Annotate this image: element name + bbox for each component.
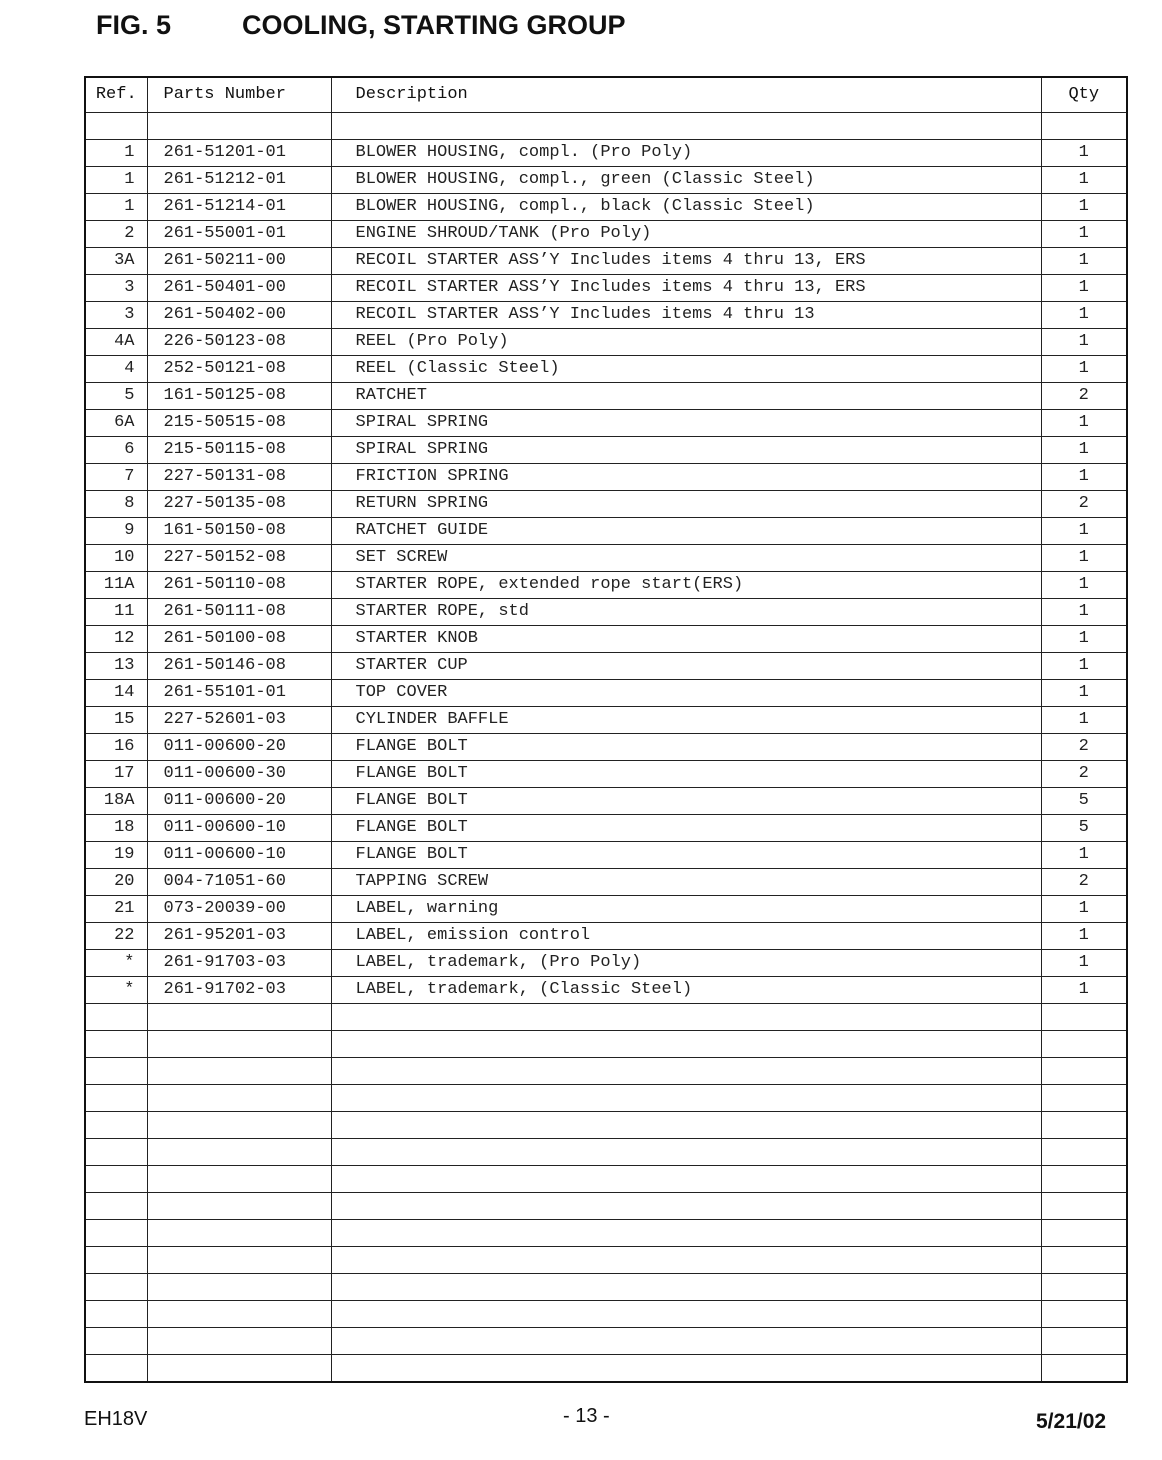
cell-qty: [1041, 1031, 1127, 1058]
page-number: - 13 -: [563, 1405, 610, 1427]
cell-description: SPIRAL SPRING: [331, 437, 1041, 464]
cell-part-number: 215-50515-08: [147, 410, 331, 437]
cell-ref: 11: [85, 599, 147, 626]
cell-description: [331, 1301, 1041, 1328]
cell-qty: 1: [1041, 167, 1127, 194]
cell-ref: 15: [85, 707, 147, 734]
cell-part-number: 227-50131-08: [147, 464, 331, 491]
table-row: [85, 1085, 1127, 1112]
table-row: [85, 599, 1127, 626]
parts-table: [84, 76, 1128, 1383]
cell-description: TOP COVER: [331, 680, 1041, 707]
cell-ref: [85, 1031, 147, 1058]
table-row: [85, 113, 1127, 140]
table-row: [85, 1220, 1127, 1247]
page-title: [96, 10, 626, 41]
cell-ref: 21: [85, 896, 147, 923]
cell-description: RETURN SPRING: [331, 491, 1041, 518]
cell-part-number: 261-50402-00: [147, 302, 331, 329]
col-header-ref: Ref.: [85, 77, 147, 113]
table-row: [85, 680, 1127, 707]
cell-part-number: [147, 1031, 331, 1058]
cell-part-number: [147, 1085, 331, 1112]
cell-qty: [1041, 1112, 1127, 1139]
table-row: [85, 869, 1127, 896]
cell-part-number: 261-95201-03: [147, 923, 331, 950]
table-row: [85, 383, 1127, 410]
cell-ref: 14: [85, 680, 147, 707]
cell-ref: 6A: [85, 410, 147, 437]
cell-qty: [1041, 1004, 1127, 1031]
cell-ref: [85, 1004, 147, 1031]
table-row: [85, 140, 1127, 167]
cell-part-number: 261-55001-01: [147, 221, 331, 248]
cell-part-number: [147, 1301, 331, 1328]
cell-qty: [1041, 1328, 1127, 1355]
cell-qty: 5: [1041, 788, 1127, 815]
table-row: [85, 1355, 1127, 1383]
cell-ref: 3: [85, 302, 147, 329]
cell-qty: 1: [1041, 464, 1127, 491]
table-row: [85, 1004, 1127, 1031]
parts-table-body: [85, 113, 1127, 1383]
cell-description: [331, 1328, 1041, 1355]
cell-qty: 1: [1041, 923, 1127, 950]
table-row: [85, 464, 1127, 491]
cell-qty: [1041, 1139, 1127, 1166]
cell-ref: 20: [85, 869, 147, 896]
cell-description: FLANGE BOLT: [331, 734, 1041, 761]
cell-description: LABEL, trademark, (Classic Steel): [331, 977, 1041, 1004]
cell-description: FLANGE BOLT: [331, 815, 1041, 842]
cell-qty: 2: [1041, 734, 1127, 761]
cell-part-number: 161-50150-08: [147, 518, 331, 545]
table-row: [85, 221, 1127, 248]
cell-ref: 4A: [85, 329, 147, 356]
cell-description: REEL (Pro Poly): [331, 329, 1041, 356]
table-row: [85, 734, 1127, 761]
cell-part-number: [147, 1112, 331, 1139]
cell-part-number: [147, 1193, 331, 1220]
table-row: [85, 896, 1127, 923]
cell-ref: 8: [85, 491, 147, 518]
cell-description: [331, 1166, 1041, 1193]
cell-part-number: 261-51201-01: [147, 140, 331, 167]
cell-part-number: [147, 113, 331, 140]
cell-ref: 2: [85, 221, 147, 248]
table-row: [85, 1058, 1127, 1085]
cell-ref: 3: [85, 275, 147, 302]
table-row: [85, 275, 1127, 302]
cell-description: RECOIL STARTER ASS’Y Includes items 4 thru 13, ERS: [331, 248, 1041, 275]
cell-description: REEL (Classic Steel): [331, 356, 1041, 383]
cell-description: [331, 113, 1041, 140]
cell-qty: 1: [1041, 437, 1127, 464]
cell-description: STARTER CUP: [331, 653, 1041, 680]
cell-description: LABEL, trademark, (Pro Poly): [331, 950, 1041, 977]
table-row: [85, 1301, 1127, 1328]
cell-part-number: 073-20039-00: [147, 896, 331, 923]
cell-part-number: 261-50146-08: [147, 653, 331, 680]
cell-part-number: [147, 1004, 331, 1031]
table-row: [85, 1328, 1127, 1355]
table-row: [85, 1274, 1127, 1301]
table-row: [85, 194, 1127, 221]
cell-qty: 2: [1041, 869, 1127, 896]
cell-ref: 1: [85, 167, 147, 194]
table-row: [85, 1031, 1127, 1058]
cell-qty: 1: [1041, 545, 1127, 572]
table-row: [85, 1139, 1127, 1166]
table-row: [85, 626, 1127, 653]
table-row: [85, 545, 1127, 572]
cell-qty: [1041, 113, 1127, 140]
cell-qty: 1: [1041, 653, 1127, 680]
cell-description: [331, 1220, 1041, 1247]
cell-description: [331, 1247, 1041, 1274]
table-row: [85, 248, 1127, 275]
cell-qty: 5: [1041, 815, 1127, 842]
cell-qty: 1: [1041, 896, 1127, 923]
cell-ref: [85, 1112, 147, 1139]
cell-description: RATCHET: [331, 383, 1041, 410]
table-row: [85, 410, 1127, 437]
cell-part-number: 161-50125-08: [147, 383, 331, 410]
cell-description: [331, 1193, 1041, 1220]
table-row: [85, 815, 1127, 842]
cell-ref: [85, 1139, 147, 1166]
cell-qty: 1: [1041, 572, 1127, 599]
cell-ref: [85, 1328, 147, 1355]
cell-part-number: 261-91702-03: [147, 977, 331, 1004]
cell-qty: 1: [1041, 221, 1127, 248]
table-row: [85, 302, 1127, 329]
table-row: [85, 842, 1127, 869]
table-row: [85, 572, 1127, 599]
cell-part-number: [147, 1355, 331, 1383]
cell-description: FLANGE BOLT: [331, 842, 1041, 869]
cell-ref: [85, 1355, 147, 1383]
col-header-description: Description: [331, 77, 1041, 113]
cell-ref: 7: [85, 464, 147, 491]
cell-ref: [85, 113, 147, 140]
table-row: [85, 356, 1127, 383]
table-row: [85, 923, 1127, 950]
cell-description: FLANGE BOLT: [331, 788, 1041, 815]
cell-part-number: 261-50111-08: [147, 599, 331, 626]
cell-description: [331, 1085, 1041, 1112]
cell-qty: 1: [1041, 950, 1127, 977]
cell-qty: [1041, 1247, 1127, 1274]
table-row: [85, 653, 1127, 680]
cell-qty: 2: [1041, 491, 1127, 518]
cell-ref: [85, 1193, 147, 1220]
table-row: [85, 1193, 1127, 1220]
cell-qty: 1: [1041, 977, 1127, 1004]
cell-part-number: 261-50401-00: [147, 275, 331, 302]
cell-ref: 18: [85, 815, 147, 842]
cell-qty: 1: [1041, 410, 1127, 437]
cell-description: RATCHET GUIDE: [331, 518, 1041, 545]
table-row: [85, 707, 1127, 734]
cell-ref: 5: [85, 383, 147, 410]
cell-part-number: 261-50100-08: [147, 626, 331, 653]
cell-ref: [85, 1247, 147, 1274]
cell-qty: 1: [1041, 356, 1127, 383]
cell-qty: 1: [1041, 842, 1127, 869]
table-row: [85, 1166, 1127, 1193]
cell-part-number: 227-50152-08: [147, 545, 331, 572]
table-header-row: [85, 77, 1127, 113]
cell-description: SET SCREW: [331, 545, 1041, 572]
cell-ref: [85, 1220, 147, 1247]
cell-part-number: [147, 1139, 331, 1166]
cell-qty: 2: [1041, 383, 1127, 410]
cell-description: RECOIL STARTER ASS’Y Includes items 4 thru 13, ERS: [331, 275, 1041, 302]
cell-part-number: 226-50123-08: [147, 329, 331, 356]
cell-qty: 1: [1041, 626, 1127, 653]
group-title: COOLING, STARTING GROUP: [242, 10, 626, 40]
cell-part-number: [147, 1247, 331, 1274]
cell-description: BLOWER HOUSING, compl., green (Classic Steel): [331, 167, 1041, 194]
cell-qty: 1: [1041, 302, 1127, 329]
table-row: [85, 1112, 1127, 1139]
cell-part-number: 011-00600-10: [147, 842, 331, 869]
cell-part-number: [147, 1274, 331, 1301]
cell-qty: 1: [1041, 599, 1127, 626]
cell-ref: 1: [85, 194, 147, 221]
table-row: [85, 788, 1127, 815]
cell-description: TAPPING SCREW: [331, 869, 1041, 896]
cell-ref: 13: [85, 653, 147, 680]
cell-description: CYLINDER BAFFLE: [331, 707, 1041, 734]
cell-ref: 11A: [85, 572, 147, 599]
col-header-qty: Qty: [1041, 77, 1127, 113]
col-header-part-number: Parts Number: [147, 77, 331, 113]
table-row: [85, 977, 1127, 1004]
cell-part-number: [147, 1166, 331, 1193]
cell-description: [331, 1112, 1041, 1139]
cell-part-number: 261-51214-01: [147, 194, 331, 221]
cell-ref: 18A: [85, 788, 147, 815]
cell-description: [331, 1139, 1041, 1166]
table-row: [85, 329, 1127, 356]
table-row: [85, 491, 1127, 518]
cell-ref: 12: [85, 626, 147, 653]
cell-qty: [1041, 1355, 1127, 1383]
cell-description: RECOIL STARTER ASS’Y Includes items 4 thru 13: [331, 302, 1041, 329]
table-row: [85, 1247, 1127, 1274]
cell-ref: 19: [85, 842, 147, 869]
cell-qty: [1041, 1220, 1127, 1247]
cell-qty: 1: [1041, 329, 1127, 356]
cell-description: FRICTION SPRING: [331, 464, 1041, 491]
table-row: [85, 761, 1127, 788]
cell-qty: 1: [1041, 707, 1127, 734]
cell-description: [331, 1004, 1041, 1031]
cell-part-number: 261-50211-00: [147, 248, 331, 275]
cell-ref: 17: [85, 761, 147, 788]
cell-description: BLOWER HOUSING, compl., black (Classic Steel): [331, 194, 1041, 221]
cell-part-number: 011-00600-20: [147, 734, 331, 761]
cell-ref: 10: [85, 545, 147, 572]
cell-description: STARTER KNOB: [331, 626, 1041, 653]
cell-qty: [1041, 1085, 1127, 1112]
cell-ref: 3A: [85, 248, 147, 275]
table-row: [85, 518, 1127, 545]
cell-ref: 22: [85, 923, 147, 950]
cell-part-number: 215-50115-08: [147, 437, 331, 464]
cell-description: BLOWER HOUSING, compl. (Pro Poly): [331, 140, 1041, 167]
cell-qty: [1041, 1301, 1127, 1328]
cell-description: FLANGE BOLT: [331, 761, 1041, 788]
cell-description: SPIRAL SPRING: [331, 410, 1041, 437]
cell-ref: [85, 1166, 147, 1193]
cell-qty: 1: [1041, 275, 1127, 302]
cell-description: [331, 1058, 1041, 1085]
cell-ref: *: [85, 977, 147, 1004]
cell-description: [331, 1031, 1041, 1058]
cell-part-number: 261-55101-01: [147, 680, 331, 707]
cell-qty: [1041, 1193, 1127, 1220]
cell-description: STARTER ROPE, std: [331, 599, 1041, 626]
cell-ref: [85, 1085, 147, 1112]
cell-qty: [1041, 1058, 1127, 1085]
cell-ref: [85, 1301, 147, 1328]
cell-ref: 9: [85, 518, 147, 545]
cell-qty: 2: [1041, 761, 1127, 788]
cell-ref: 16: [85, 734, 147, 761]
cell-part-number: 261-50110-08: [147, 572, 331, 599]
cell-ref: 4: [85, 356, 147, 383]
revision-date: 5/21/02: [1036, 1410, 1107, 1433]
cell-qty: 1: [1041, 248, 1127, 275]
cell-description: STARTER ROPE, extended rope start(ERS): [331, 572, 1041, 599]
cell-part-number: 004-71051-60: [147, 869, 331, 896]
cell-part-number: [147, 1328, 331, 1355]
cell-description: [331, 1274, 1041, 1301]
cell-ref: 1: [85, 140, 147, 167]
cell-description: ENGINE SHROUD/TANK (Pro Poly): [331, 221, 1041, 248]
cell-description: [331, 1355, 1041, 1383]
cell-description: LABEL, warning: [331, 896, 1041, 923]
cell-qty: 1: [1041, 140, 1127, 167]
cell-qty: 1: [1041, 518, 1127, 545]
cell-qty: 1: [1041, 194, 1127, 221]
cell-part-number: 252-50121-08: [147, 356, 331, 383]
table-row: [85, 437, 1127, 464]
cell-part-number: 227-52601-03: [147, 707, 331, 734]
cell-qty: 1: [1041, 680, 1127, 707]
model-number: EH18V: [84, 1408, 148, 1430]
cell-part-number: [147, 1220, 331, 1247]
cell-description: LABEL, emission control: [331, 923, 1041, 950]
cell-part-number: 227-50135-08: [147, 491, 331, 518]
table-row: [85, 950, 1127, 977]
cell-ref: *: [85, 950, 147, 977]
cell-part-number: 011-00600-20: [147, 788, 331, 815]
table-row: [85, 167, 1127, 194]
cell-part-number: 011-00600-10: [147, 815, 331, 842]
cell-qty: [1041, 1166, 1127, 1193]
cell-qty: [1041, 1274, 1127, 1301]
figure-number: FIG. 5: [96, 10, 172, 40]
cell-ref: [85, 1274, 147, 1301]
cell-part-number: 261-51212-01: [147, 167, 331, 194]
cell-ref: 6: [85, 437, 147, 464]
cell-part-number: [147, 1058, 331, 1085]
cell-part-number: 261-91703-03: [147, 950, 331, 977]
cell-ref: [85, 1058, 147, 1085]
cell-part-number: 011-00600-30: [147, 761, 331, 788]
